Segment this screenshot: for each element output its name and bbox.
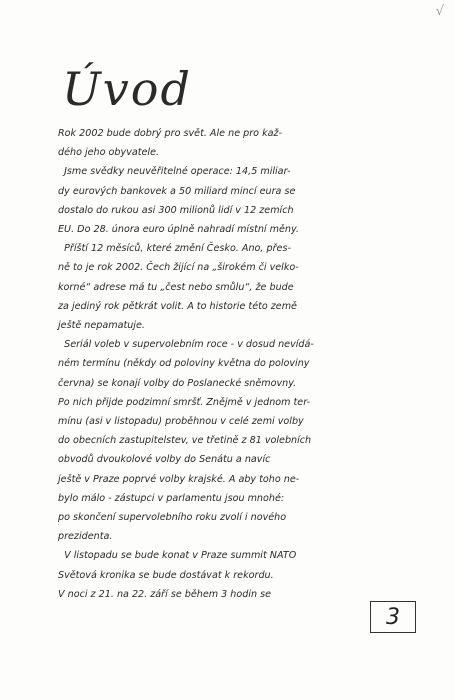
handwritten-body-text: Rok 2002 bude dobrý pro svět. Ale ne pro kaž- dého jeho obyvatele. Jsme svědky neuvěřitelné operace: 14,5 miliar- dy eurových bankovek a 50 miliard mincí eura se dostalo do rukou asi 300 milionů lidí v 12 zemích EU. Do 28. února euro úplně nahradí místní měny. Příští 12 měsíců, které změní Česko. Ano, přes- ně to je rok 2002. Čech žijící na „širokém či velko- korné“ adrese má tu „čest nebo smůlu“, že bude za jediný rok pětkrát volit. A to historie této země ještě nepamatuje. Seriál voleb v supervolebním roce - v dosud nevídá- ném termínu (někdy od poloviny května do poloviny června) se konají volby do Poslanecké sněmovny. Po nich přijde podzimní smršť. Znějmě v jednom ter- mínu (asi v listopadu) proběhnou v celé zemi volby do obecních zastupitelstev, ve třetině z 81 volebních obvodů dvoukolové volby do Senátu a navíc ještě v Praze poprvé volby krajské. A aby toho ne- bylo málo - zástupci v parlamentu jsou mnohé: po skončení supervolebního roku zvolí i nového prezidenta. V listopadu se bude konat v Praze summit NATO Světová kronika se bude dostávat k rekordu. V noci z 21. na 22. září se během 3 hodin se (58, 128, 314, 600)
page-number: 3 (386, 604, 400, 630)
page-title: Úvod (62, 62, 192, 116)
corner-check-mark: √ (435, 4, 444, 19)
page-number-box (370, 601, 416, 633)
